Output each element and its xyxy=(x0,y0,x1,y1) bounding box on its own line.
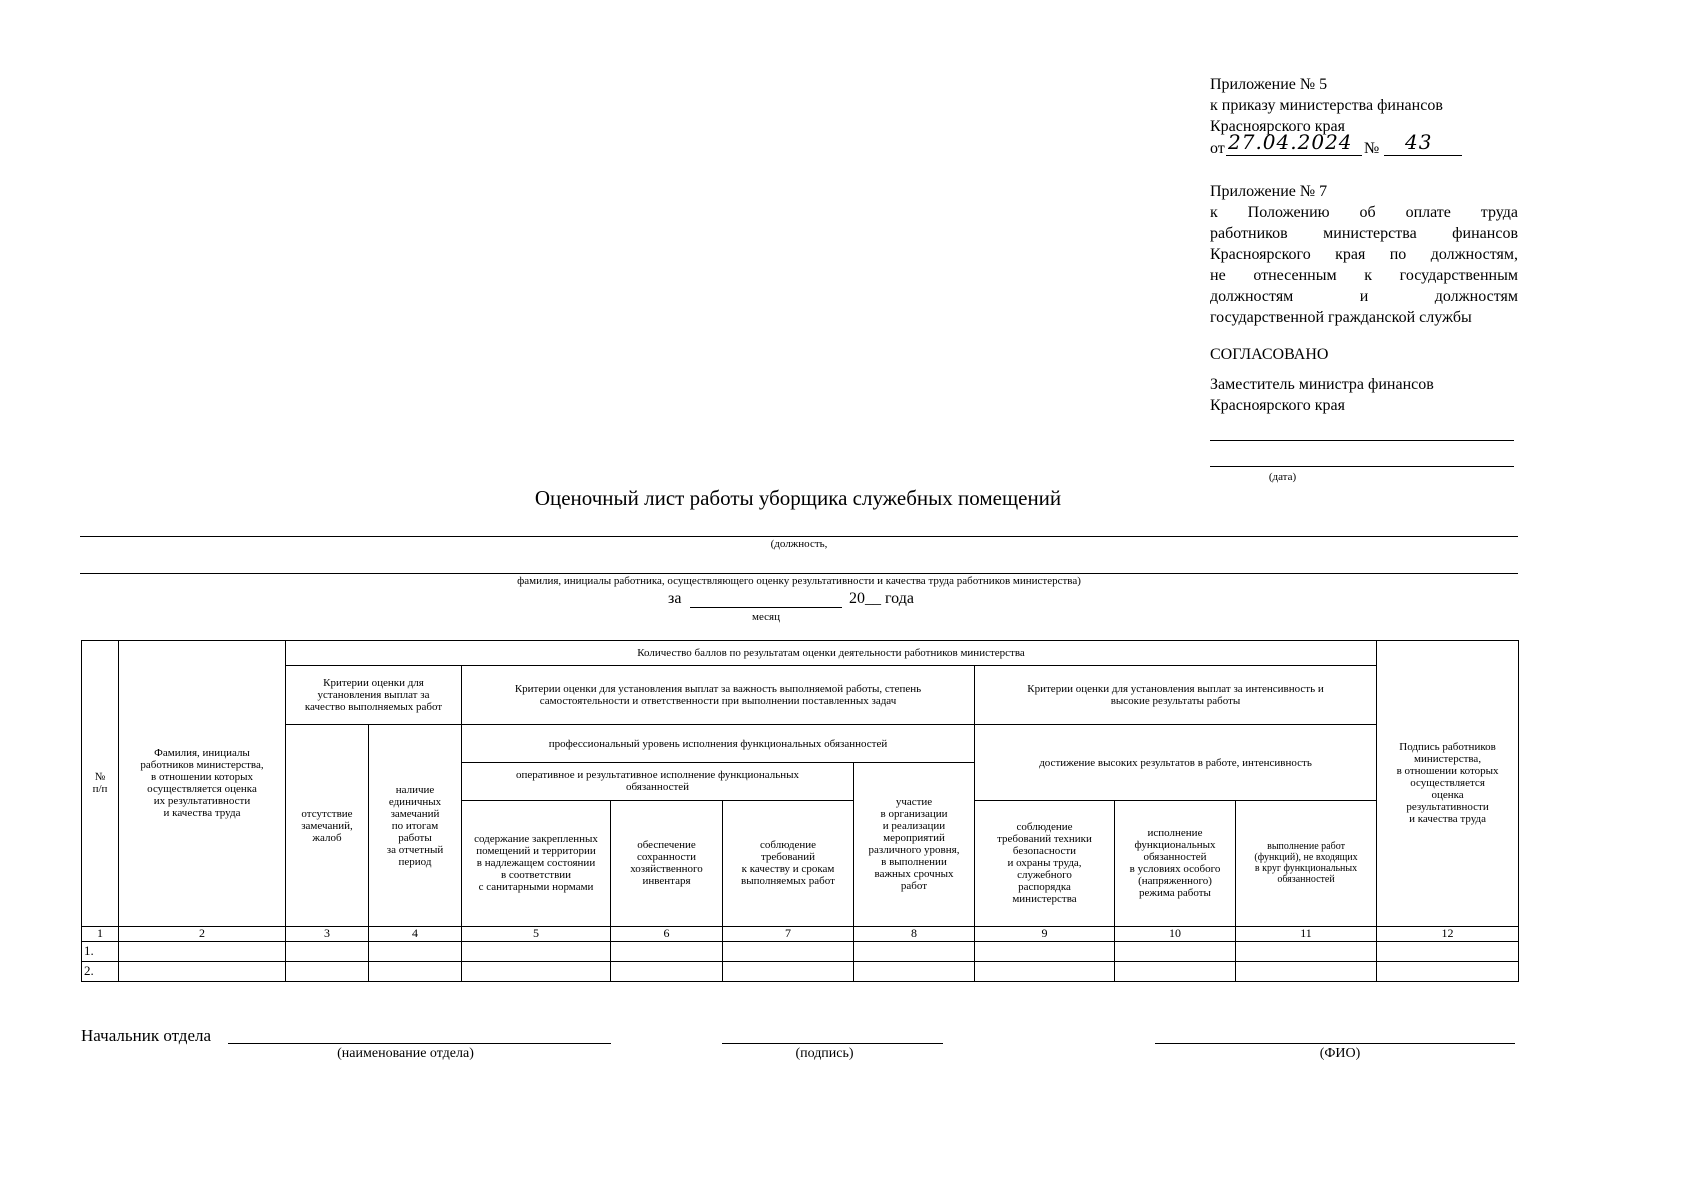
month-line xyxy=(690,607,842,608)
annex7-line: государственной гражданской службы xyxy=(1210,309,1472,326)
signature-line xyxy=(722,1043,943,1044)
annex5-line2: Красноярского края xyxy=(1210,118,1345,135)
table-cell[interactable] xyxy=(723,961,854,981)
table-row xyxy=(82,961,1519,981)
table-cell[interactable] xyxy=(611,961,723,981)
header-operational: оперативное и результативное исполнение функциональных обязанностей xyxy=(462,762,854,800)
table-cell[interactable] xyxy=(286,941,369,961)
department-line xyxy=(228,1043,611,1044)
header-col10: исполнение функциональных обязанностей в условиях особого (напряженного) режима работы xyxy=(1115,800,1236,926)
annex7-line: не отнесенным к государственным xyxy=(1210,267,1518,284)
approval-signature-line xyxy=(1210,440,1514,441)
approval-heading: СОГЛАСОВАНО xyxy=(1210,346,1329,363)
header-col8: участие в организации и реализации мероприятий различного уровня, в выполнении важных срочных работ xyxy=(854,762,975,926)
table-row xyxy=(82,941,1519,961)
annex5-block xyxy=(1210,74,1443,137)
table-cell[interactable] xyxy=(1377,961,1519,981)
approval-block xyxy=(1210,374,1434,416)
header-col3: отсутствие замечаний, жалоб xyxy=(286,725,369,926)
header-col6: обеспечение сохранности хозяйственного инвентаря xyxy=(611,800,723,926)
annex5-from-prefix: от xyxy=(1210,140,1225,157)
annex5-number-handwritten: 43 xyxy=(1405,130,1433,154)
department-caption: (наименование отдела) xyxy=(337,1046,474,1061)
header-importance-group: Критерии оценки для установления выплат за важность выполняемой работы, степень самостоятельности и ответственности при выполнении поставленных задач xyxy=(462,666,975,725)
header-col11: выполнение работ (функций), не входящих в круг функциональных обязанностей xyxy=(1236,800,1377,926)
column-number: 4 xyxy=(369,926,462,941)
header-intensity-group: Критерии оценки для установления выплат за интенсивность и высокие результаты работы xyxy=(975,666,1377,725)
column-number: 6 xyxy=(611,926,723,941)
evaluation-table xyxy=(81,640,1519,982)
header-points-group: Количество баллов по результатам оценки деятельности работников министерства xyxy=(286,641,1377,666)
month-caption: месяц xyxy=(752,611,780,623)
table-cell[interactable] xyxy=(854,961,975,981)
row-number: 1. xyxy=(82,941,119,961)
annex5-number-underline xyxy=(1384,155,1462,156)
column-number: 9 xyxy=(975,926,1115,941)
approval-date-caption: (дата) xyxy=(1268,471,1297,483)
header-professional: профессиональный уровень исполнения функциональных обязанностей xyxy=(462,725,975,762)
column-number: 3 xyxy=(286,926,369,941)
annex7-block xyxy=(1210,181,1518,328)
table-cell[interactable] xyxy=(119,941,286,961)
signature-caption: (подпись) xyxy=(795,1046,854,1061)
head-of-department-label: Начальник отдела xyxy=(81,1026,212,1045)
header-col5: содержание закрепленных помещений и территории в надлежащем состоянии в соответствии с санитарными нормами xyxy=(462,800,611,926)
table-cell[interactable] xyxy=(286,961,369,981)
table-cell[interactable] xyxy=(611,941,723,961)
evaluator-caption: фамилия, инициалы работника, осуществляющего оценку результативности и качества труда работников министерства) xyxy=(517,575,1081,587)
table-cell[interactable] xyxy=(854,941,975,961)
form-title: Оценочный лист работы уборщика служебных помещений xyxy=(534,486,1062,510)
header-achievement: достижение высоких результатов в работе, интенсивность xyxy=(975,725,1377,800)
table-cell[interactable] xyxy=(975,961,1115,981)
column-number: 2 xyxy=(119,926,286,941)
fio-line xyxy=(1155,1043,1515,1044)
fio-caption: (ФИО) xyxy=(1319,1046,1361,1061)
row-number: 2. xyxy=(82,961,119,981)
column-number: 7 xyxy=(723,926,854,941)
annex5-number-sign: № xyxy=(1364,140,1380,157)
header-col9: соблюдение требований техники безопасности и охраны труда, служебного распорядка министерства xyxy=(975,800,1115,926)
table-cell[interactable] xyxy=(975,941,1115,961)
table-cell[interactable] xyxy=(1377,941,1519,961)
table-cell[interactable] xyxy=(369,961,462,981)
annex7-line: работников министерства финансов xyxy=(1210,225,1518,242)
table-cell[interactable] xyxy=(1236,941,1377,961)
annex7-line: к Положению об оплате труда xyxy=(1210,204,1518,221)
column-number-row xyxy=(82,926,1519,941)
annex7-line: Красноярского края по должностям, xyxy=(1210,246,1518,263)
table-cell[interactable] xyxy=(1115,961,1236,981)
approval-line2: Красноярского края xyxy=(1210,397,1345,414)
annex5-title: Приложение № 5 xyxy=(1210,76,1328,93)
period-prefix: за xyxy=(668,590,682,607)
evaluator-line xyxy=(80,573,1518,574)
approval-date-line xyxy=(1210,466,1514,467)
header-signature: Подпись работников министерства, в отношении которых осуществляется оценка результативности и качества труда xyxy=(1377,641,1519,927)
column-number: 12 xyxy=(1377,926,1519,941)
column-number: 1 xyxy=(82,926,119,941)
column-number: 8 xyxy=(854,926,975,941)
header-col7: соблюдение требований к качеству и срокам выполняемых работ xyxy=(723,800,854,926)
annex5-date-underline xyxy=(1226,155,1362,156)
header-col4: наличие единичных замечаний по итогам работы за отчетный период xyxy=(369,725,462,926)
header-quality-group: Критерии оценки для установления выплат за качество выполняемых работ xyxy=(286,666,462,725)
annex7-line: должностям и должностям xyxy=(1210,288,1518,305)
annex7-title: Приложение № 7 xyxy=(1210,183,1328,200)
table-cell[interactable] xyxy=(462,961,611,981)
column-number: 11 xyxy=(1236,926,1377,941)
period-year: 20__ года xyxy=(849,590,914,607)
header-name: Фамилия, инициалы работников министерства, в отношении которых осуществляется оценка их результативности и качества труда xyxy=(119,641,286,927)
annex5-date-handwritten: 27.04.2024 xyxy=(1228,130,1353,154)
table-cell[interactable] xyxy=(723,941,854,961)
annex5-line1: к приказу министерства финансов xyxy=(1210,97,1443,114)
table-cell[interactable] xyxy=(1115,941,1236,961)
column-number: 10 xyxy=(1115,926,1236,941)
table-cell[interactable] xyxy=(1236,961,1377,981)
approval-line1: Заместитель министра финансов xyxy=(1210,376,1434,393)
table-cell[interactable] xyxy=(369,941,462,961)
table-cell[interactable] xyxy=(119,961,286,981)
position-caption: (должность, xyxy=(770,538,828,550)
column-number: 5 xyxy=(462,926,611,941)
header-num: № п/п xyxy=(82,641,119,927)
table-cell[interactable] xyxy=(462,941,611,961)
position-line xyxy=(80,536,1518,537)
